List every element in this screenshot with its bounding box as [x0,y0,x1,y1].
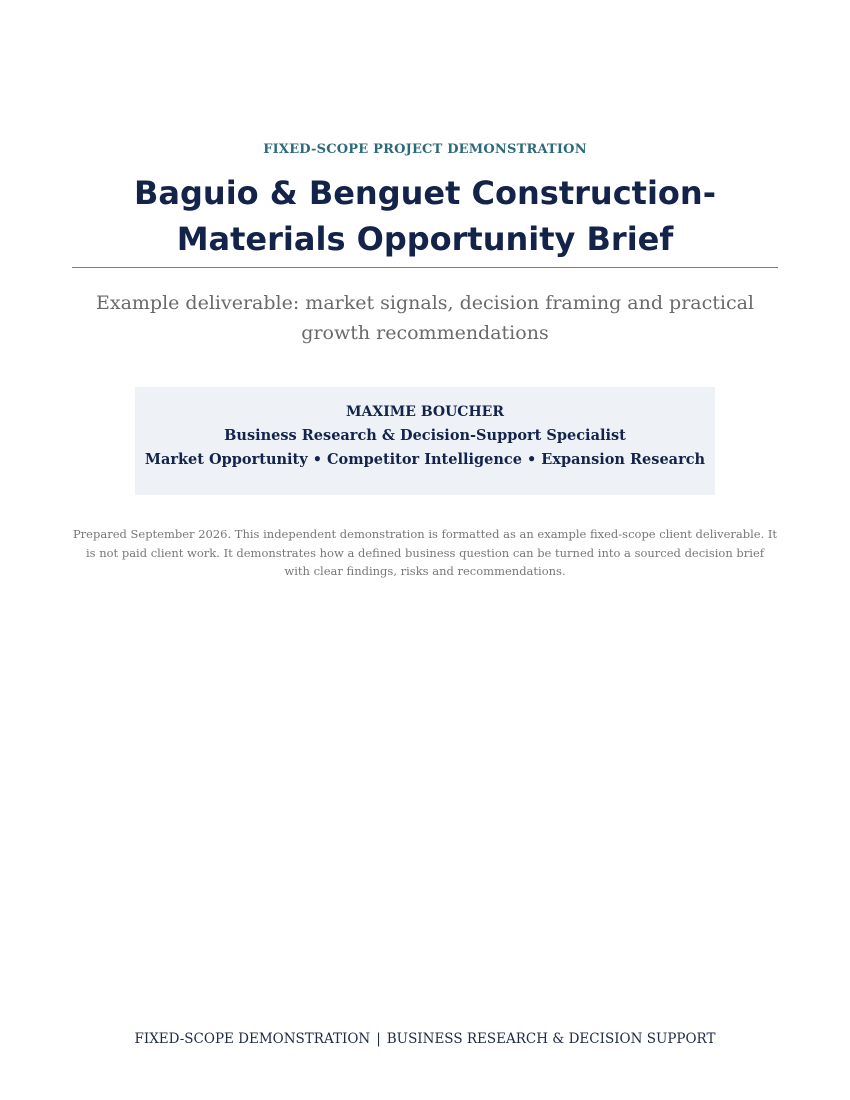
footer-left-text: FIXED-SCOPE DEMONSTRATION [134,1031,371,1047]
title-divider [72,267,778,268]
author-name: MAXIME BOUCHER [346,404,504,420]
eyebrow-label: FIXED-SCOPE PROJECT DEMONSTRATION [263,142,587,157]
author-role: Business Research & Decision-Support Specialist [224,427,626,444]
page-subtitle: Example deliverable: market signals, decision framing and practical growth recommendations [95,292,755,344]
author-focus-areas: Market Opportunity • Competitor Intelligence • Expansion Research [144,451,706,468]
page-footer [0,1031,850,1047]
footer-separator: | [376,1031,381,1047]
author-card [135,387,715,495]
footer-right-text: BUSINESS RESEARCH & DECISION SUPPORT [386,1031,716,1047]
page-title: Baguio & Benguet Construction-Materials Opportunity Brief [134,174,716,258]
preparation-note: Prepared September 2026. This independent demonstration is formatted as an example fixed-scope client deliverable. It is not paid client work. It demonstrates how a defined business question can be turned into a sourced decision brief with clear findings, risks and recommendations. [72,527,778,578]
